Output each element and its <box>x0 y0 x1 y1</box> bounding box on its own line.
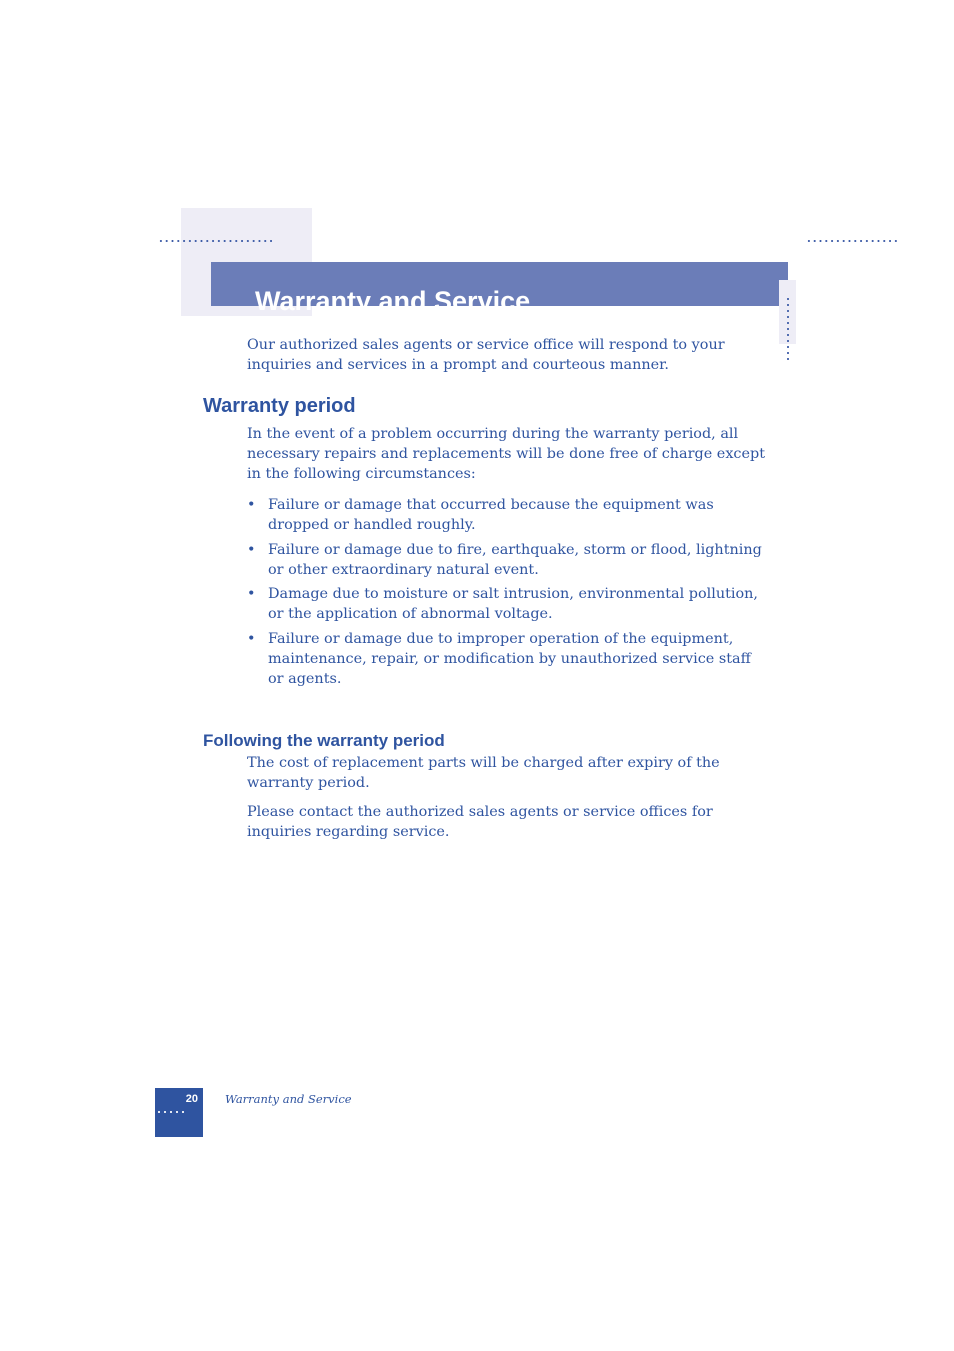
page-dots <box>156 1111 186 1113</box>
page-number: 20 <box>185 1093 198 1105</box>
bullet-icon: • <box>247 497 256 513</box>
dotted-rule-left <box>158 240 274 242</box>
list-item <box>247 495 767 535</box>
bullet-icon: • <box>247 630 256 647</box>
following-period-paragraph-1: The cost of replacement parts will be charged after expiry of the warranty period. <box>247 755 720 791</box>
page-title: Warranty and Service <box>255 286 531 317</box>
warranty-period-paragraph: In the event of a problem occurring during the warranty period, all necessary repairs and replacements will be done free of charge except in the following circumstances: <box>247 426 765 482</box>
following-period-paragraph-2: Please contact the authorized sales agents or service offices for inquiries regarding service. <box>247 804 713 840</box>
exception-list <box>247 495 767 693</box>
bullet-icon: • <box>247 541 256 558</box>
list-item-text: Failure or damage due to fire, earthquake, storm or flood, lightning or other extraordinary natural event. <box>268 541 762 578</box>
list-item <box>247 629 767 689</box>
list-item <box>247 584 767 624</box>
dotted-rule-right <box>806 240 898 242</box>
footer-section-title: Warranty and Service <box>225 1092 352 1106</box>
following-period-heading: Following the warranty period <box>203 731 445 750</box>
list-item-text: Failure or damage that occurred because the equipment was dropped or handled roughly. <box>268 497 714 533</box>
dotted-rule-vertical <box>787 296 789 364</box>
intro-paragraph: Our authorized sales agents or service office will respond to your inquiries and services in a prompt and courteous manner. <box>247 337 725 373</box>
warranty-period-heading: Warranty period <box>203 395 356 417</box>
list-item-text: Damage due to moisture or salt intrusion, environmental pollution, or the application of abnormal voltage. <box>268 586 759 622</box>
bullet-icon: • <box>247 586 256 602</box>
list-item <box>247 540 767 580</box>
list-item-text: Failure or damage due to improper operation of the equipment, maintenance, repair, or modification by unauthorized service staff or agents. <box>268 630 751 687</box>
